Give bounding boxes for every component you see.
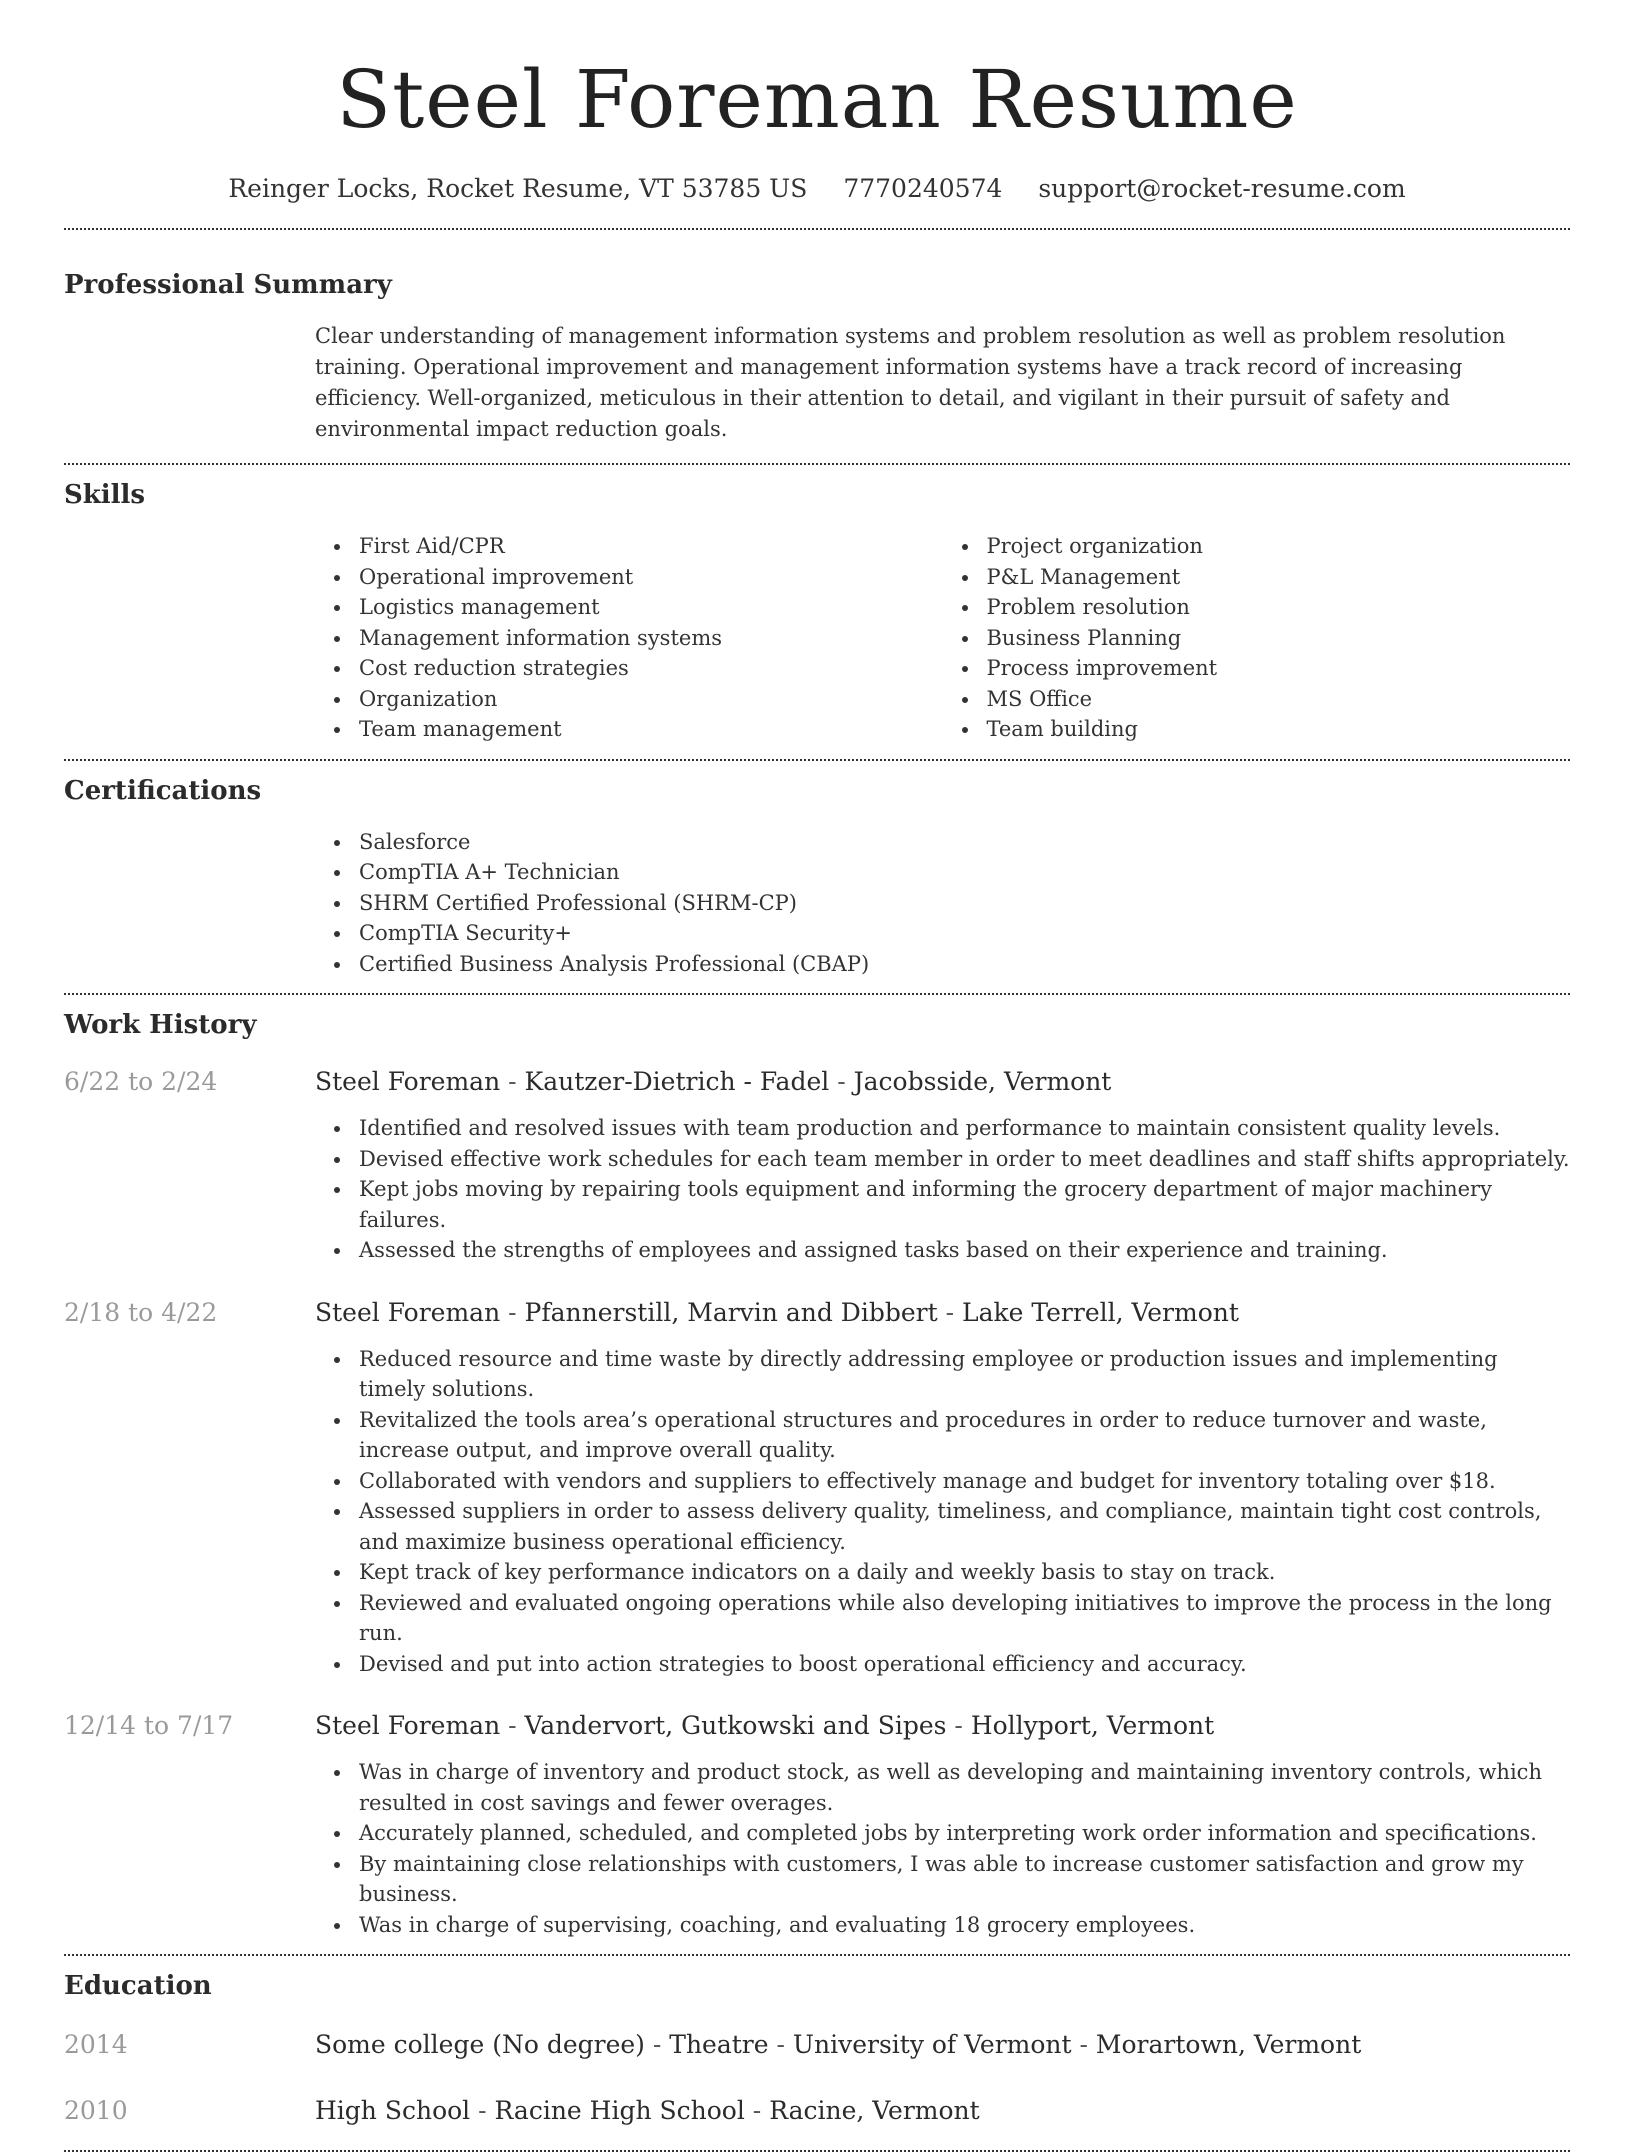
job-entry [64, 1296, 1570, 1680]
education-school: Racine High School [494, 2096, 745, 2125]
education-date: 2010 [64, 2096, 128, 2125]
list-item: P&L Management [987, 562, 1571, 593]
skills-list [315, 531, 1570, 745]
education-entry [64, 2094, 1570, 2128]
education-heading-line: Some college (No degree) - Theatre - University of Vermont - Morartown, Vermont [315, 2030, 1362, 2059]
list-item: Collaborated with vendors and suppliers to effectively manage and budget for inventory totaling over $18. [359, 1466, 1570, 1497]
list-item: Reviewed and evaluated ongoing operations while also developing initiatives to improve the process in the long run. [359, 1588, 1570, 1649]
list-item: Cost reduction strategies [359, 653, 943, 684]
list-item: Kept jobs moving by repairing tools equipment and informing the grocery department of major machinery failures. [359, 1174, 1570, 1235]
certifications-heading: Certifications [64, 775, 262, 806]
contact-phone: 7770240574 [843, 174, 1003, 203]
job-company: Kautzer-Dietrich - Fadel [524, 1067, 830, 1096]
list-item: Team management [359, 714, 943, 745]
list-item: Devised effective work schedules for each team member in order to meet deadlines and staff shifts appropriately. [359, 1144, 1570, 1175]
list-item: CompTIA Security+ [359, 918, 1570, 949]
list-item: Salesforce [359, 827, 1570, 858]
education-heading-line: High School - Racine High School - Racine, Vermont [315, 2096, 980, 2125]
education-entry [64, 2028, 1570, 2062]
education-location: Racine, Vermont [769, 2096, 980, 2125]
education-date: 2014 [64, 2030, 128, 2059]
job-date: 2/18 to 4/22 [64, 1297, 218, 1327]
resume-page [64, 0, 1570, 2152]
list-item: MS Office [987, 684, 1571, 715]
list-item: Assessed the strengths of employees and assigned tasks based on their experience and training. [359, 1235, 1570, 1266]
list-item: By maintaining close relationships with customers, I was able to increase customer satisfaction and grow my business. [359, 1849, 1570, 1910]
list-item: Project organization [987, 531, 1571, 562]
list-item: Problem resolution [987, 592, 1571, 623]
skills-section [64, 465, 1570, 745]
job-heading: Steel Foreman - Kautzer-Dietrich - Fadel - Jacobsside, Vermont [315, 1067, 1112, 1096]
resume-title: Steel Foreman Resume [336, 53, 1298, 146]
work-history-heading: Work History [64, 1010, 257, 1040]
job-bullets [315, 1757, 1570, 1940]
list-item: Operational improvement [359, 562, 943, 593]
job-entry [64, 1065, 1570, 1266]
list-item: First Aid/CPR [359, 531, 943, 562]
contact-address: Reinger Locks, Rocket Resume, VT 53785 US [228, 174, 808, 203]
job-date: 6/22 to 2/24 [64, 1067, 218, 1096]
education-section [64, 1956, 1570, 2128]
list-item: Process improvement [987, 653, 1571, 684]
list-item: Business Planning [987, 623, 1571, 654]
list-item: Was in charge of inventory and product stock, as well as developing and maintaining inventory controls, which resulted in cost savings and fewer overages. [359, 1757, 1570, 1818]
education-location: Morartown, Vermont [1095, 2030, 1362, 2059]
summary-section [64, 230, 1570, 445]
list-item: Assessed suppliers in order to assess delivery quality, timeliness, and compliance, maintain tight cost controls, and maximize business operational efficiency. [359, 1496, 1570, 1557]
work-history-section [64, 995, 1570, 1940]
list-item: Team building [987, 714, 1571, 745]
education-school: University of Vermont [792, 2030, 1072, 2059]
job-heading: Steel Foreman - Vandervort, Gutkowski and Sipes - Hollyport, Vermont [315, 1711, 1215, 1740]
list-item: Logistics management [359, 592, 943, 623]
education-degree: High School [315, 2096, 471, 2125]
contact-email[interactable]: support@rocket-resume.com [1038, 174, 1406, 203]
list-item: Management information systems [359, 623, 943, 654]
education-heading: Education [64, 1971, 212, 2001]
list-item: Identified and resolved issues with team production and performance to maintain consistent quality levels. [359, 1113, 1570, 1144]
job-location: Jacobsside, Vermont [853, 1067, 1112, 1096]
job-date: 12/14 to 7/17 [64, 1711, 234, 1740]
job-company: Vandervort, Gutkowski and Sipes [524, 1711, 947, 1740]
contact-info [64, 172, 1570, 206]
job-entry [64, 1709, 1570, 1940]
skills-left-column [315, 531, 943, 745]
job-company: Pfannerstill, Marvin and Dibbert [524, 1297, 938, 1327]
job-role: Steel Foreman [315, 1067, 501, 1096]
job-role: Steel Foreman [315, 1711, 501, 1740]
list-item: Accurately planned, scheduled, and completed jobs by interpreting work order information and specifications. [359, 1818, 1570, 1849]
summary-text: Clear understanding of management information systems and problem resolution as well as problem resolution training. Operational improvement and management information systems have a track record of increasing efficiency. Well-organized, meticulous in their attention to detail, and vigilant in their pursuit of safety and environmental impact reduction goals. [315, 324, 1506, 441]
certifications-section [64, 761, 1570, 980]
job-location: Hollyport, Vermont [970, 1711, 1215, 1740]
list-item: Organization [359, 684, 943, 715]
certifications-list [315, 827, 1570, 980]
education-degree: Some college (No degree) [315, 2030, 645, 2059]
job-bullets [315, 1344, 1570, 1680]
list-item: Reduced resource and time waste by directly addressing employee or production issues and implementing timely solutions. [359, 1344, 1570, 1405]
job-heading: Steel Foreman - Pfannerstill, Marvin and Dibbert - Lake Terrell, Vermont [315, 1297, 1239, 1327]
job-role: Steel Foreman [315, 1297, 501, 1327]
job-location: Lake Terrell, Vermont [962, 1297, 1239, 1327]
list-item: Was in charge of supervising, coaching, and evaluating 18 grocery employees. [359, 1910, 1570, 1941]
list-item: Certified Business Analysis Professional (CBAP) [359, 949, 1570, 980]
list-item: Kept track of key performance indicators on a daily and weekly basis to stay on track. [359, 1557, 1570, 1588]
list-item: Revitalized the tools area’s operational structures and procedures in order to reduce turnover and waste, increase output, and improve overall quality. [359, 1405, 1570, 1466]
education-field: Theatre [669, 2030, 769, 2059]
list-item: Devised and put into action strategies to boost operational efficiency and accuracy. [359, 1649, 1570, 1680]
list-item: CompTIA A+ Technician [359, 857, 1570, 888]
skills-heading: Skills [64, 480, 146, 510]
list-item: SHRM Certified Professional (SHRM-CP) [359, 888, 1570, 919]
skills-right-column [943, 531, 1571, 745]
job-bullets [315, 1113, 1570, 1266]
summary-heading: Professional Summary [64, 270, 392, 300]
